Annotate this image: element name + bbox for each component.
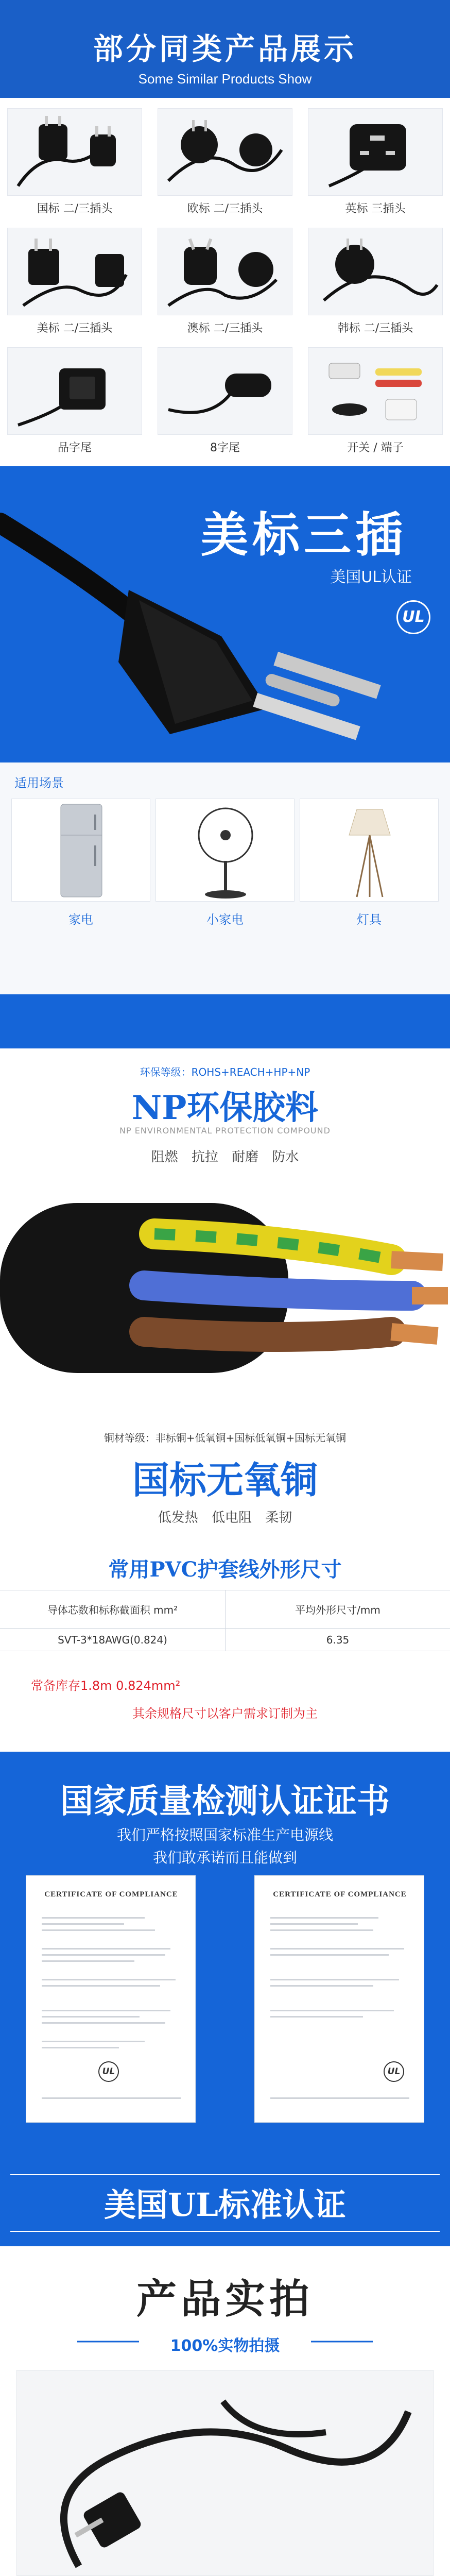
feature-item: 阻燃: [151, 1149, 178, 1165]
ul-logo-icon: UL: [98, 2061, 119, 2082]
certification-title: 国家质量检测认证证书: [60, 1782, 390, 1821]
product-card-au[interactable]: [158, 228, 292, 341]
scene-lamp: [300, 799, 439, 948]
connector-photo: [7, 347, 142, 435]
real-photos-section: [0, 2246, 450, 2576]
accessory-photo: [308, 347, 443, 435]
product-card-cn[interactable]: [7, 108, 142, 222]
product-card-label: 欧标 二/三插头: [187, 202, 263, 215]
product-card-uk[interactable]: [308, 108, 443, 222]
size-table-section: [0, 1540, 450, 1752]
custom-note: 其余规格尺寸以客户需求订制为主: [132, 1706, 318, 1721]
product-card-label: 品字尾: [57, 442, 92, 454]
eco-standard-text: 环保等级：ROHS+REACH+HP+NP: [140, 1066, 310, 1078]
certificate-document-1[interactable]: [26, 1875, 196, 2123]
certificate-document-2[interactable]: [254, 1875, 424, 2123]
similar-products-subtitle: Some Similar Products Show: [138, 71, 312, 87]
product-card-label: 英标 三插头: [345, 202, 406, 215]
product-photo-1: [16, 2370, 434, 2576]
product-card-us[interactable]: [7, 228, 142, 341]
us-plug-subtitle: 美国UL认证: [330, 568, 412, 586]
stock-note: 常备库存1.8m 0.824mm²: [31, 1679, 181, 1693]
feature-item: 防水: [272, 1149, 299, 1165]
plug-photo: [158, 108, 292, 196]
certification-line-2: 我们敢承诺而且能做到: [152, 1849, 297, 1866]
lamp-photo: [300, 799, 439, 902]
plug-photo: [7, 108, 142, 196]
product-card-switch[interactable]: [308, 347, 443, 461]
table-cell: SVT-3*18AWG(0.824): [58, 1633, 167, 1646]
feature-item: 抗拉: [191, 1149, 218, 1165]
feature-item: 柔韧: [265, 1510, 292, 1526]
copper-features: [0, 1507, 450, 1526]
product-card-label: 美标 二/三插头: [37, 322, 113, 335]
feature-item: 耐磨: [232, 1149, 259, 1165]
copper-standard-text: 铜材等级：非标铜+低氧铜+国标低氧铜+国标无氧铜: [103, 1432, 347, 1444]
application-scenes-tag: 适用场景: [14, 776, 64, 790]
certification-line-1: 我们严格按照国家标准生产电源线: [116, 1826, 333, 1843]
plug-photo: [158, 228, 292, 315]
size-table-title: 常用PVC护套线外形尺寸: [108, 1557, 342, 1582]
table-row: [0, 1629, 450, 1651]
us-plug-section: [0, 466, 450, 1048]
plug-photo: [308, 108, 443, 196]
us-plug-title: 美标三插: [200, 507, 407, 563]
feature-item: 低电阻: [211, 1510, 252, 1526]
material-section: [0, 1048, 450, 1540]
table-header-cell: 导体芯数和标称截面积 mm²: [47, 1604, 178, 1616]
product-card-kr[interactable]: [308, 228, 443, 341]
feature-item: 低发热: [158, 1510, 198, 1526]
product-card-label: 国标 二/三插头: [37, 202, 113, 215]
product-card-label: 开关 / 端子: [347, 442, 404, 454]
scene-appliance: [11, 799, 150, 948]
copper-title: 国标无氧铜: [132, 1458, 318, 1502]
scene-label: 小家电: [206, 912, 244, 927]
real-photos-title: 产品实拍: [136, 2276, 314, 2323]
scene-label: 灯具: [357, 912, 382, 927]
product-card-label: 澳标 二/三插头: [187, 322, 263, 335]
divider: [10, 2174, 440, 2175]
similar-products-title: 部分同类产品展示: [93, 31, 357, 66]
product-card-c7[interactable]: [158, 347, 292, 461]
size-table: [0, 1590, 450, 1651]
real-photos-subtitle: 100%实物拍摄: [170, 2337, 280, 2355]
ul-logo-icon: UL: [384, 2061, 404, 2082]
similar-products-section: [0, 0, 450, 466]
cable-cross-section-image: [0, 1172, 450, 1419]
certification-section: [0, 1752, 450, 2576]
table-header-row: [0, 1590, 450, 1629]
plug-photo: [308, 228, 443, 315]
similar-products-header: [0, 0, 450, 98]
real-photos-subtitle-bar: [0, 2329, 450, 2354]
np-compound-english: NP ENVIRONMENTAL PROTECTION COMPOUND: [119, 1126, 331, 1136]
product-card-eu[interactable]: [158, 108, 292, 222]
certificate-heading: CERTIFICATE OF COMPLIANCE: [44, 1890, 178, 1899]
ul-logo-icon: UL: [396, 600, 430, 634]
refrigerator-photo: [11, 799, 150, 902]
certificate-heading: CERTIFICATE OF COMPLIANCE: [273, 1890, 407, 1899]
product-card-c13[interactable]: [7, 347, 142, 461]
fan-photo: [155, 799, 295, 902]
product-card-label: 8字尾: [210, 442, 240, 454]
connector-photo: [158, 347, 292, 435]
product-card-label: 韩标 二/三插头: [337, 322, 413, 335]
table-header-cell: 平均外形尺寸/mm: [225, 1590, 450, 1628]
plug-photo: [7, 228, 142, 315]
scene-small-appliance: [155, 799, 295, 948]
np-compound-title: NP环保胶料: [131, 1089, 319, 1127]
table-cell: 6.35: [225, 1629, 450, 1651]
scene-label: 家电: [68, 912, 93, 927]
application-scenes-panel: [0, 762, 450, 994]
divider: [10, 2231, 440, 2232]
ul-standard-banner: 美国UL标准认证: [104, 2186, 346, 2224]
np-features: [0, 1146, 450, 1165]
